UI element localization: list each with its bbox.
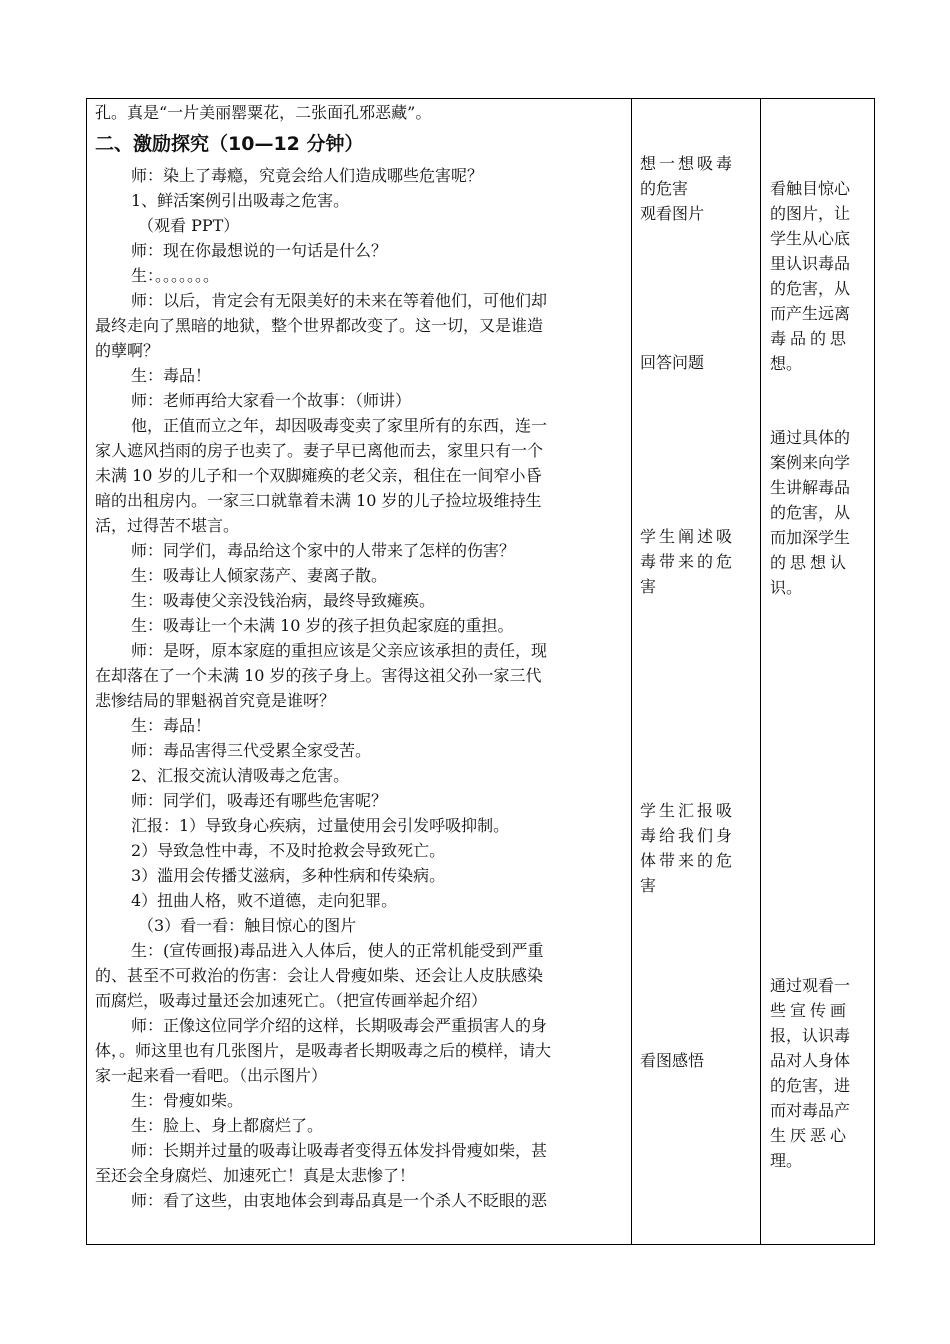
cell-line: 回答问题 [640,353,705,372]
text-line: 的孽啊？ [95,341,160,360]
activity-block-1 [640,151,735,226]
text-line: 最终走向了黑暗的地狱，整个世界都改变了。这一切，又是谁造 [95,316,544,335]
text-line: 师：长期并过量的吸毒让吸毒者变得五体发抖骨瘦如柴，甚 [131,1141,548,1160]
cell-line: 想。 [770,354,803,373]
text-line: 生：(宣传画报)毒品进入人体后，使人的正常机能受到严重 [131,941,544,960]
text-line: （3）看一看：触目惊心的图片 [138,916,357,935]
text-line: 生：吸毒使父亲没钱治病，最终导致瘫痪。 [131,591,436,610]
cell-line: 学生汇报吸 [640,801,736,820]
column-divider [760,99,761,1244]
text-line: 4）扭曲人格，败不道德，走向犯罪。 [131,891,398,910]
text-line: 生：吸毒让人倾家荡产、妻离子散。 [131,566,388,585]
text-line: 在却落在了一个未满 10 岁的孩子身上。害得这祖父孙一家三代 [95,666,542,685]
text-line: 至还会全身腐烂、加速死亡！真是太悲惨了！ [95,1166,416,1185]
text-line: 师：同学们，毒品给这个家中的人带来了怎样的伤害？ [131,541,516,560]
cell-line: 识。 [770,578,803,597]
cell-line: 毒带来的危 [640,552,736,571]
activity-block-2 [640,350,704,375]
text-line: 活，过得苦不堪言。 [95,516,240,535]
text-line: 师：正像这位同学介绍的这样，长期吸毒会严重损害人的身 [131,1016,548,1035]
cell-line: 案例来向学 [770,453,851,472]
activity-block-5 [640,1048,704,1073]
section-heading: 二、激励探究（10—12 分钟） [95,133,364,155]
text-line: 生：毒品！ [131,716,212,735]
text-line: 生：毒品！ [131,366,212,385]
cell-line: 而产生远离 [770,304,851,323]
text-line: 师：现在你最想说的一句话是什么？ [131,241,388,260]
cell-line: 报，认识毒 [770,1026,851,1045]
cell-line: 的危害，从 [770,503,851,522]
text-line: 2、汇报交流认清吸毒之危害。 [131,766,350,785]
text-line: 家一起来看一看吧。（出示图片） [95,1066,328,1085]
cell-line: 的危害，从 [770,279,851,298]
intent-block-3 [770,973,850,1173]
cell-line: 的思想认 [770,553,851,572]
text-line: 师：看了这些，由衷地体会到毒品真是一个杀人不眨眼的恶 [131,1191,548,1210]
cell-line: 通过具体的 [770,428,851,447]
text-line: 师：毒品害得三代受累全家受苦。 [131,741,372,760]
text-line: 2）导致急性中毒，不及时抢救会导致死亡。 [131,841,446,860]
cell-line: 学生从心底 [770,229,851,248]
text-line: 体，。师这里也有几张图片，是吸毒者长期吸毒之后的模样，请大 [95,1041,552,1060]
text-line: 师：染上了毒瘾，究竟会给人们造成哪些危害呢？ [131,166,484,185]
text-line: 生：骨瘦如柴。 [131,1091,244,1110]
text-line: 而腐烂，吸毒过量还会加速死亡。（把宣传画举起介绍） [95,991,488,1010]
cell-line: 害 [640,876,657,895]
text-line: 师：以后，肯定会有无限美好的未来在等着他们，可他们却 [131,291,548,310]
text-line: 的、甚至不可救治的伤害：会让人骨瘦如柴、还会让人皮肤感染 [95,966,544,985]
text-line: 师：同学们，吸毒还有哪些危害呢？ [131,791,388,810]
teaching-process-column [95,99,627,1213]
intent-block-1 [770,176,850,376]
text-line: 1、鲜活案例引出吸毒之危害。 [131,191,350,210]
text-line: 生：脸上、身上都腐烂了。 [131,1116,324,1135]
cell-line: 通过观看一 [770,976,851,995]
lesson-table [86,98,875,1245]
cell-line: 毒品的思 [770,329,851,348]
cell-line: 里认识毒品 [770,254,851,273]
cell-line: 而加深学生 [770,528,851,547]
text-line: （观看 PPT） [138,216,240,235]
cell-line: 生厌恶心 [770,1126,851,1145]
text-line: 师：老师再给大家看一个故事：（师讲） [131,391,412,410]
text-line: 暗的出租房内。一家三口就靠着未满 10 岁的儿子捡垃圾维持生 [95,491,542,510]
cell-line: 看图感悟 [640,1051,705,1070]
cell-line: 害 [640,577,657,596]
intent-block-2 [770,425,850,600]
column-divider [631,99,632,1244]
text-line: 生：吸毒让一个未满 10 岁的孩子担负起家庭的重担。 [131,616,514,635]
cell-line: 想一想吸毒 [640,154,736,173]
text-line: 师：是呀，原本家庭的重担应该是父亲应该承担的责任，现 [131,641,548,660]
cell-line: 的图片，让 [770,204,851,223]
text-line: 家人遮风挡雨的房子也卖了。妻子早已离他而去，家里只有一个 [95,441,544,460]
cell-line: 品对人身体 [770,1051,851,1070]
cell-line: 学生阐述吸 [640,527,736,546]
cell-line: 理。 [770,1151,803,1170]
cell-line: 而对毒品产 [770,1101,851,1120]
activity-block-3 [640,524,735,599]
cell-line: 生讲解毒品 [770,478,851,497]
cell-line: 观看图片 [640,204,705,223]
process-text [95,163,627,1213]
cell-line: 的危害，进 [770,1076,851,1095]
cell-line: 看触目惊心 [770,179,851,198]
text-line: 孔。真是“一片美丽罂粟花，二张面孔邪恶藏”。 [95,103,432,122]
cell-line: 毒给我们身 [640,826,736,845]
text-line: 悲惨结局的罪魁祸首究竟是谁呀？ [95,691,336,710]
text-line: 他，正值而立之年，却因吸毒变卖了家里所有的东西，连一 [131,416,548,435]
cell-line: 体带来的危 [640,851,736,870]
text-line: 汇报：1）导致身心疾病，过量使用会引发呼吸抑制。 [131,816,510,835]
cell-line: 些宣传画 [770,1001,851,1020]
text-line: 3）滥用会传播艾滋病，多种性病和传染病。 [131,866,446,885]
cell-line: 的危害 [640,179,689,198]
text-line: 未满 10 岁的儿子和一个双脚瘫痪的老父亲，租住在一间窄小昏 [95,466,542,485]
activity-block-4 [640,798,735,898]
text-line: 生：。。。。。。。 [131,266,220,285]
